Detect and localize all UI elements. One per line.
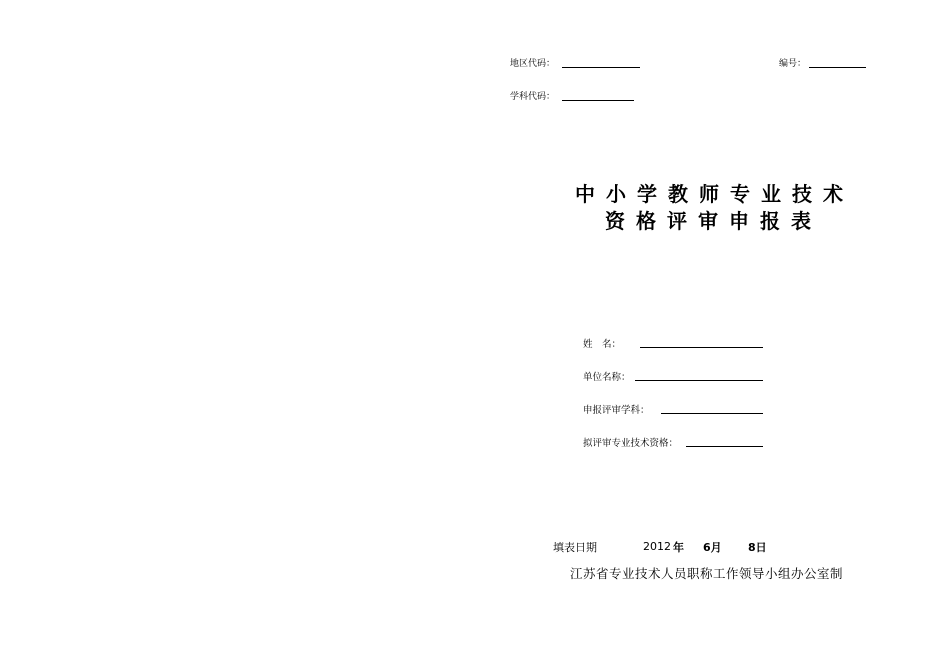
number-field[interactable] (809, 67, 866, 68)
date-year-unit: 年 (673, 541, 684, 554)
subject-field[interactable] (661, 413, 763, 414)
number-label: 编号： (779, 59, 807, 69)
title-line-1: 中小学教师专业技术 (575, 182, 854, 206)
date-month[interactable]: 6月 (703, 541, 722, 554)
date-year[interactable]: 2012 (643, 540, 671, 553)
subject-code-field[interactable] (562, 100, 634, 101)
title-line-2: 资格评审申报表 (605, 209, 822, 233)
subject-code-label: 学科代码： (510, 92, 556, 102)
date-day[interactable]: 8日 (748, 541, 767, 554)
qualification-field[interactable] (686, 446, 763, 447)
name-field[interactable] (640, 347, 763, 348)
region-code-label: 地区代码： (510, 59, 556, 69)
name-label: 姓 名： (583, 339, 622, 350)
date-label: 填表日期 (553, 541, 597, 554)
region-code-field[interactable] (562, 67, 640, 68)
qualification-label: 拟评审专业技术资格： (583, 438, 679, 449)
issuer-text: 江苏省专业技术人员职称工作领导小组办公室制 (570, 566, 844, 581)
unit-label: 单位名称： (583, 372, 631, 383)
unit-field[interactable] (635, 380, 763, 381)
subject-label: 申报评审学科： (583, 405, 650, 416)
